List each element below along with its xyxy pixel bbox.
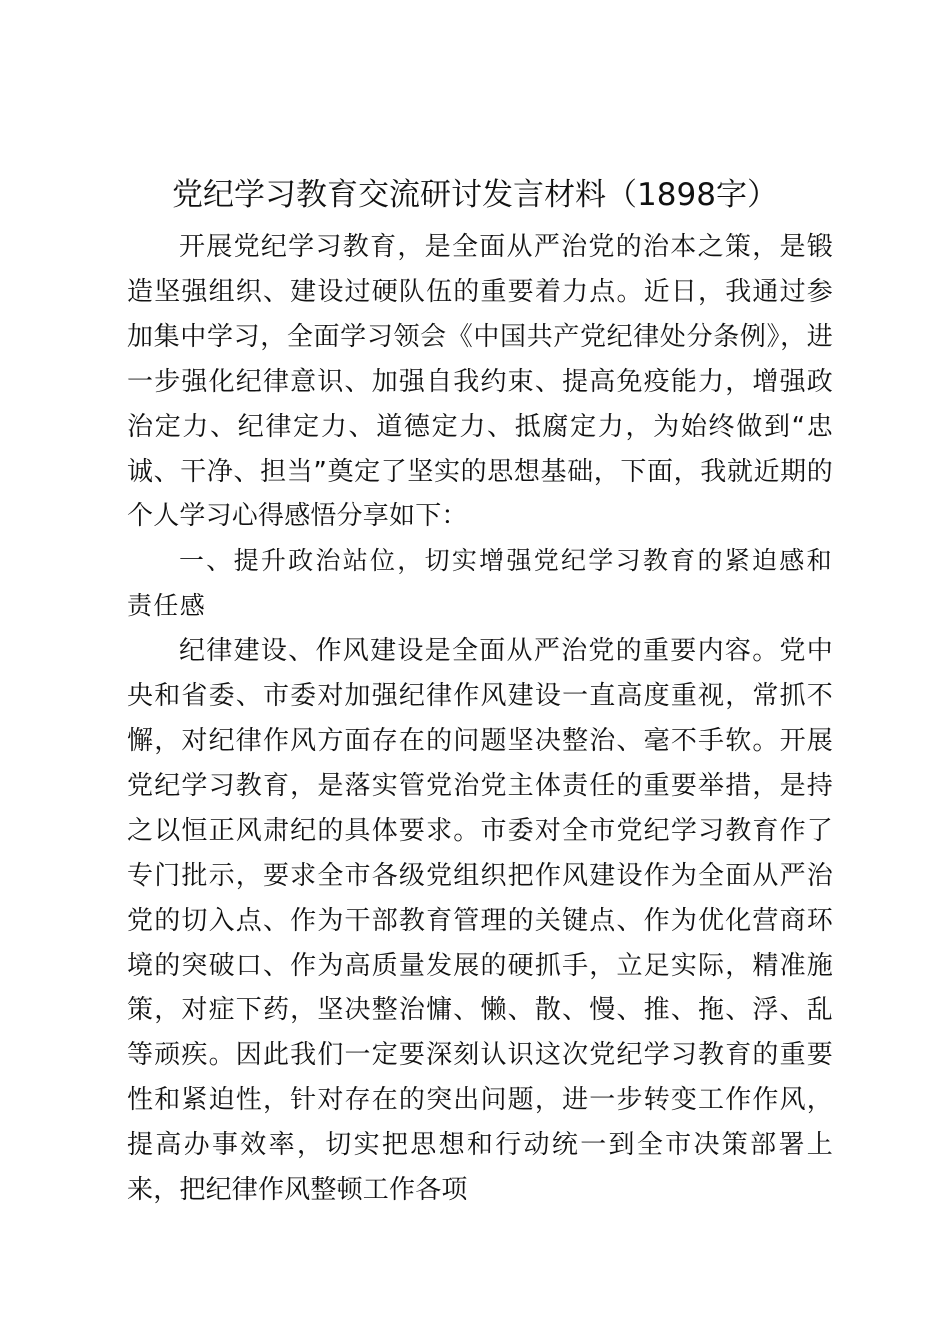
document-body: [127, 225, 833, 1213]
section-1-paragraph: 纪律建设、作风建设是全面从严治党的重要内容。党中央和省委、市委对加强纪律作风建设一直高度重视，常抓不懈，对纪律作风方面存在的问题坚决整治、毫不手软。开展党纪学习教育，是落实管党治党主体责任的重要举措，是持之以恒正风肃纪的具体要求。市委对全市党纪学习教育作了专门批示，要求全市各级党组织把作风建设作为全面从严治党的切入点、作为干部教育管理的关键点、作为优化营商环境的突破口、作为高质量发展的硬抓手，立足实际，精准施策，对症下药，坚决整治慵、懒、散、慢、推、拖、浮、乱等顽疾。因此我们一定要深刻认识这次党纪学习教育的重要性和紧迫性，针对存在的突出问题，进一步转变工作作风，提高办事效率，切实把思想和行动统一到全市决策部署上来，把纪律作风整顿工作各项: [127, 636, 833, 1206]
intro-paragraph: 开展党纪学习教育，是全面从严治党的治本之策，是锻造坚强组织、建设过硬队伍的重要着力点。近日，我通过参加集中学习，全面学习领会《中国共产党纪律处分条例》，进一步强化纪律意识、加强自我约束、提高免疫能力，增强政治定力、纪律定力、道德定力、抵腐定力，为始终做到“忠诚、干净、担当”奠定了坚实的思想基础，下面，我就近期的个人学习心得感悟分享如下：: [127, 232, 833, 532]
section-heading-1: 一、提升政治站位，切实增强党纪学习教育的紧迫感和责任感: [127, 546, 833, 621]
document-title: 党纪学习教育交流研讨发言材料（1898字）: [172, 177, 778, 213]
